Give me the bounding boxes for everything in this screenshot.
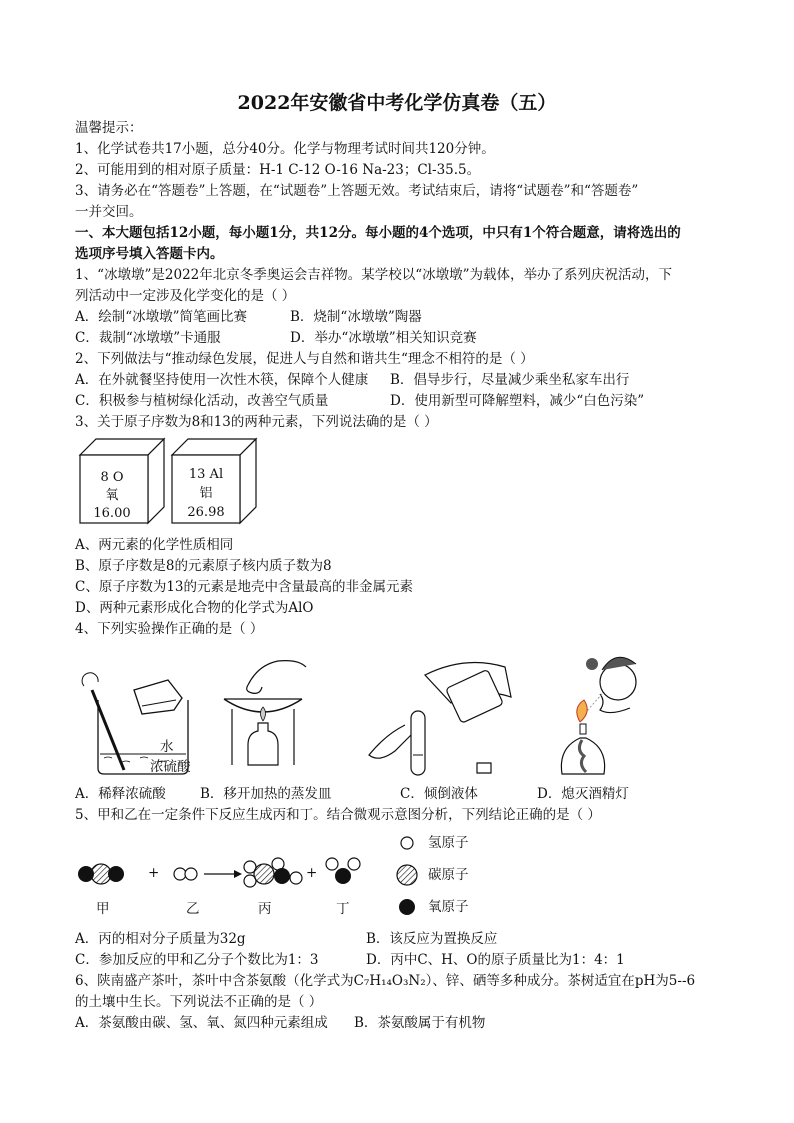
pour-liquid-illustration bbox=[365, 655, 515, 780]
q1-option-d: D．举办“冰墩墩”相关知识竞赛 bbox=[290, 330, 477, 346]
q4-option-c: C．倾倒液体 bbox=[400, 786, 478, 802]
oxygen-number-symbol: 8 O bbox=[100, 470, 124, 485]
tip-3-cont: 一并交回。 bbox=[75, 204, 143, 220]
q5-option-d: D．丙中C、H、O的原子质量比为1：4：1 bbox=[366, 952, 625, 968]
aluminum-name: 铝 bbox=[199, 486, 213, 501]
tip-2: 2、可能用到的相对原子质量：H-1 C-12 O-16 Na-23；Cl-35.5。 bbox=[75, 162, 481, 178]
q1-option-a: A．绘制“冰墩墩”简笔画比赛 bbox=[75, 309, 248, 325]
label-bing: 丙 bbox=[258, 901, 272, 917]
legend-oxygen-icon bbox=[398, 898, 416, 916]
q4-stem: 4、下列实验操作正确的是（ ） bbox=[75, 621, 264, 637]
q1-option-b: B．烧制“冰墩墩”陶器 bbox=[290, 309, 422, 325]
q4-option-a: A．稀释浓硫酸 bbox=[75, 786, 166, 802]
q2-option-b: B．倡导步行，尽量减少乘坐私家车出行 bbox=[390, 372, 630, 388]
evaporating-dish-illustration bbox=[218, 655, 308, 775]
q4-option-b: B．移开加热的蒸发皿 bbox=[200, 786, 332, 802]
q6-stem-2: 的土壤中生长。下列说法不正确的是（ ） bbox=[75, 994, 323, 1010]
reaction-diagram bbox=[70, 852, 380, 896]
q2-option-d: D．使用新型可降解塑料，减少“白色污染” bbox=[390, 393, 645, 409]
plus-sign-2: + bbox=[306, 865, 318, 881]
legend-hydrogen: 氢原子 bbox=[428, 835, 469, 851]
label-water: 水 bbox=[160, 739, 174, 755]
legend-oxygen: 氧原子 bbox=[428, 899, 469, 915]
extinguish-lamp-illustration bbox=[558, 650, 658, 780]
label-jia: 甲 bbox=[96, 901, 110, 917]
page-title: 2022年安徽省中考化学仿真卷（五） bbox=[237, 92, 557, 114]
q5-option-b: B．该反应为置换反应 bbox=[366, 931, 498, 947]
tip-1: 1、化学试卷共17小题，总分40分。化学与物理考试时间共120分钟。 bbox=[75, 141, 495, 157]
q3-option-b: B、原子序数是8的元素原子核内质子数为8 bbox=[75, 558, 332, 574]
q3-stem: 3、关于原子序数为8和13的两种元素，下列说法确的是（ ） bbox=[75, 414, 438, 430]
legend-carbon-icon bbox=[396, 864, 418, 886]
q2-option-a: A．在外就餐坚持使用一次性木筷，保障个人健康 bbox=[75, 372, 369, 388]
label-yi: 乙 bbox=[186, 901, 200, 917]
q2-option-c: C．积极参与植树绿化活动，改善空气质量 bbox=[75, 393, 329, 409]
tip-3: 3、请务必在“答题卷”上答题，在“试题卷”上答题无效。考试结束后，请将“试题卷”和“答题卷” bbox=[75, 183, 639, 199]
q2-stem: 2、下列做法与“推动绿色发展，促进人与自然和谐共生“理念不相符的是（ ） bbox=[75, 351, 534, 367]
q5-option-c: C．参加反应的甲和乙分子个数比为1：3 bbox=[75, 952, 319, 968]
q3-option-c: C、原子序数为13的元素是地壳中含量最高的非金属元素 bbox=[75, 579, 414, 595]
section-1-line2: 选项序号填入答题卡内。 bbox=[75, 246, 224, 262]
oxygen-mass: 16.00 bbox=[93, 506, 131, 521]
q1-stem-1: 1、“冰墩墩”是2022年北京冬季奥运会吉祥物。某学校以“冰墩墩”为载体，举办了系列庆祝活动，下 bbox=[75, 267, 673, 283]
q4-option-d: D．熄灭酒精灯 bbox=[537, 786, 629, 802]
oxygen-name: 氧 bbox=[105, 488, 119, 503]
q1-stem-2: 列活动中一定涉及化学变化的是（ ） bbox=[75, 288, 296, 304]
legend-carbon: 碳原子 bbox=[428, 867, 469, 883]
q6-stem-1: 6、陕南盛产茶叶，茶叶中含茶氨酸（化学式为C₇H₁₄O₃N₂）、锌、硒等多种成分。茶树适宜在pH为5--6 bbox=[75, 973, 696, 989]
q6-option-b: B．茶氨酸属于有机物 bbox=[354, 1015, 486, 1031]
q3-option-a: A、两元素的化学性质相同 bbox=[75, 537, 234, 553]
tips-heading: 温馨提示： bbox=[75, 120, 143, 136]
q5-stem: 5、甲和乙在一定条件下反应生成丙和丁。结合微观示意图分析，下列结论正确的是（ ） bbox=[75, 807, 601, 823]
aluminum-mass: 26.98 bbox=[187, 505, 225, 520]
q1-option-c: C．裁制“冰墩墩”卡通服 bbox=[75, 330, 221, 346]
label-ding: 丁 bbox=[336, 901, 350, 917]
q5-option-a: A．丙的相对分子质量为32g bbox=[75, 931, 246, 947]
aluminum-number-symbol: 13 Al bbox=[188, 467, 224, 482]
section-1-line1: 一、本大题包括12小题，每小题1分，共12分。每小题的4个选项，中只有1个符合题意，请将选出的 bbox=[75, 225, 681, 241]
q6-option-a: A．茶氨酸由碳、氢、氧、氮四种元素组成 bbox=[75, 1015, 328, 1031]
q3-option-d: D、两种元素形成化合物的化学式为AlO bbox=[75, 600, 314, 616]
label-concentrated-acid: 浓硫酸 bbox=[150, 759, 191, 775]
plus-sign-1: + bbox=[148, 865, 160, 881]
legend-hydrogen-icon bbox=[398, 834, 416, 852]
